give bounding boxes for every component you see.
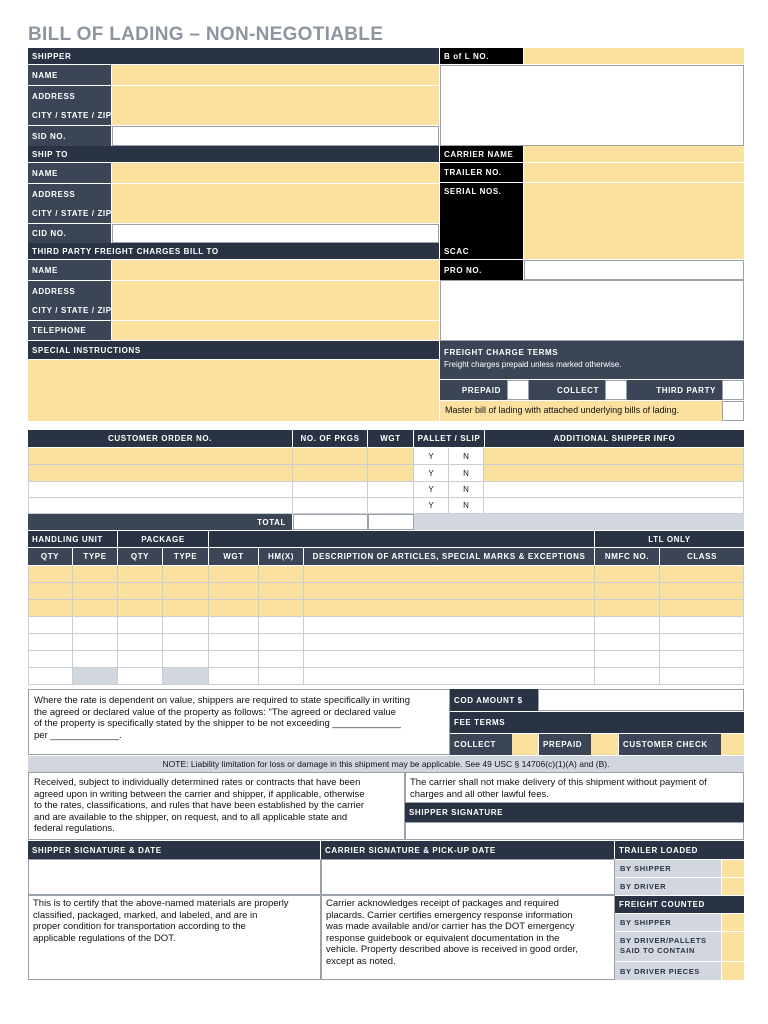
order-col-customer-order: CUSTOMER ORDER NO. xyxy=(28,430,292,447)
package-header: PACKAGE xyxy=(118,531,208,547)
order-total-label: TOTAL xyxy=(28,514,292,530)
certify-line-3: proper condition for transportation according to the xyxy=(33,921,246,932)
carrier-cell[interactable] xyxy=(304,668,595,685)
cod-prepaid-label: PREPAID xyxy=(539,734,591,755)
order-cell[interactable] xyxy=(484,448,744,465)
freight-prepaid-label: PREPAID xyxy=(440,380,507,400)
carrier-cell[interactable] xyxy=(163,668,209,685)
carrier-cell[interactable] xyxy=(259,600,304,617)
third-party-name-label: NAME xyxy=(28,260,111,280)
special-instructions-field[interactable] xyxy=(28,360,439,421)
ship-to-address-field[interactable] xyxy=(112,184,439,223)
carrier-cell[interactable] xyxy=(73,566,118,583)
carrier-cell[interactable] xyxy=(660,566,744,583)
carrier-col-class: CLASS xyxy=(660,548,744,565)
third-party-telephone-field[interactable] xyxy=(112,321,439,340)
trailer-loaded-header: TRAILER LOADED xyxy=(615,841,744,859)
order-total-pkgs[interactable] xyxy=(293,514,368,530)
carrier-col-hm: HM(X) xyxy=(259,548,303,565)
third-party-telephone-label: TELEPHONE xyxy=(28,321,111,340)
carrier-sig-date-field[interactable] xyxy=(321,859,615,895)
counted-by-driver-pieces-checkbox[interactable] xyxy=(722,962,744,980)
freight-counted-header: FREIGHT COUNTED xyxy=(615,896,744,913)
cod-customer-check-checkbox[interactable] xyxy=(721,734,744,755)
carrier-cell[interactable] xyxy=(304,600,595,617)
order-cell[interactable] xyxy=(368,465,414,482)
scac-field[interactable] xyxy=(524,243,744,259)
received-line-3: to the rates, classifications, and rules that have been established by the carrier xyxy=(34,800,365,811)
shipper-address-label: ADDRESS xyxy=(28,86,111,106)
order-cell[interactable] xyxy=(484,465,744,482)
carrier-cell[interactable] xyxy=(259,566,304,583)
order-col-pallet: PALLET / SLIP xyxy=(414,430,484,447)
ship-to-cid-field[interactable] xyxy=(112,224,439,243)
carrier-cell[interactable] xyxy=(209,651,259,668)
pallet-yes[interactable]: Y xyxy=(414,448,449,465)
pallet-no[interactable]: N xyxy=(449,482,484,498)
cod-customer-check-label: CUSTOMER CHECK xyxy=(619,734,721,755)
carrier-sig-date-label: CARRIER SIGNATURE & PICK-UP DATE xyxy=(321,841,614,859)
certify-line-1: This is to certify that the above-named materials are properly xyxy=(33,898,289,909)
order-col-pkgs: NO. OF PKGS xyxy=(293,430,367,447)
order-cell[interactable] xyxy=(368,482,414,498)
ship-to-city-label: CITY / STATE / ZIP xyxy=(28,204,111,223)
third-party-address-label: ADDRESS xyxy=(28,281,111,301)
carrier-cell[interactable] xyxy=(28,600,73,617)
bol-no-field[interactable] xyxy=(524,48,744,64)
order-col-wgt: WGT xyxy=(368,430,413,447)
order-cell[interactable] xyxy=(293,498,368,514)
ack-line-3: was made available and/or carrier has the DOT emergency xyxy=(326,921,575,932)
order-total-wgt[interactable] xyxy=(368,514,414,530)
carrier-cell[interactable] xyxy=(73,617,118,634)
shipper-sig-date-label: SHIPPER SIGNATURE & DATE xyxy=(28,841,320,859)
ship-to-address-label: ADDRESS xyxy=(28,184,111,204)
carrier-cell[interactable] xyxy=(118,651,163,668)
received-text xyxy=(34,777,404,835)
shipper-signature-field[interactable] xyxy=(405,822,744,840)
received-line-1: Received, subject to individually determined rates or contracts that have been xyxy=(34,777,361,788)
carrier-cell[interactable] xyxy=(163,634,209,651)
handling-unit-header: HANDLING UNIT xyxy=(28,531,117,547)
carrier-cell[interactable] xyxy=(595,651,660,668)
cod-prepaid-checkbox[interactable] xyxy=(591,734,618,755)
ltl-only-header: LTL ONLY xyxy=(595,531,744,547)
order-cell[interactable] xyxy=(28,465,293,482)
certify-line-4: applicable regulations of the DOT. xyxy=(33,932,176,944)
received-line-4: and are available to the shipper, on request, and to all applicable state and xyxy=(34,811,348,823)
carrier-cell[interactable] xyxy=(595,583,660,600)
carrier-name-label: CARRIER NAME xyxy=(440,146,523,162)
by-driver-pallets-line-2: SAID TO CONTAIN xyxy=(620,946,695,955)
order-cell[interactable] xyxy=(293,482,368,498)
carrier-cell[interactable] xyxy=(660,583,744,600)
carrier-cell[interactable] xyxy=(209,668,259,685)
pro-barcode-area xyxy=(440,280,744,341)
carrier-cell[interactable] xyxy=(73,600,118,617)
carrier-cell[interactable] xyxy=(595,634,660,651)
freight-terms-note: Freight charges prepaid unless marked otherwise. xyxy=(444,360,622,369)
carrier-delivery-text xyxy=(410,777,744,800)
shipper-sid-label: SID NO. xyxy=(28,126,111,146)
pro-no-field[interactable] xyxy=(524,260,744,280)
special-instructions-header: SPECIAL INSTRUCTIONS xyxy=(28,341,439,359)
ship-to-cid-label: CID NO. xyxy=(28,224,111,243)
received-line-2: agreed upon in writing between the carrier and shipper, if applicable, otherwise xyxy=(34,788,365,800)
trailer-no-label: TRAILER NO. xyxy=(440,163,523,182)
ack-line-5: vehicle. Property described above is received in good order, xyxy=(326,944,578,955)
carrier-cell[interactable] xyxy=(660,617,744,634)
shipper-name-label: NAME xyxy=(28,65,111,85)
rate-text-line-1: Where the rate is dependent on value, shippers are required to state specifically in writing xyxy=(34,695,410,706)
certify-line-2: classified, packaged, marked, and labeled, and are in xyxy=(33,909,258,921)
carrier-cell[interactable] xyxy=(209,634,259,651)
carrier-cell[interactable] xyxy=(209,583,259,600)
freight-collect-label: COLLECT xyxy=(529,380,605,400)
master-bol-checkbox[interactable] xyxy=(722,401,744,421)
carrier-cell[interactable] xyxy=(163,566,209,583)
third-party-name-field[interactable] xyxy=(112,260,439,280)
ship-to-name-field[interactable] xyxy=(112,163,439,183)
scac-label: SCAC xyxy=(440,243,523,259)
carrier-cell[interactable] xyxy=(304,651,595,668)
carrier-cell[interactable] xyxy=(209,600,259,617)
rate-text-line-3: of the property is specifically stated by the shipper to be not exceeding _____________ xyxy=(34,718,402,729)
freight-third-party-checkbox[interactable] xyxy=(722,380,744,400)
carrier-cell[interactable] xyxy=(259,651,304,668)
order-cell[interactable] xyxy=(368,448,414,465)
carrier-col-wgt: WGT xyxy=(209,548,258,565)
carrier-cell[interactable] xyxy=(595,566,660,583)
ack-line-4: response guidebook or equivalent documentation in the xyxy=(326,932,560,944)
order-cell[interactable] xyxy=(484,498,744,514)
carrier-cell[interactable] xyxy=(595,617,660,634)
shipper-name-field[interactable] xyxy=(112,65,439,85)
page-title: BILL OF LADING – NON-NEGOTIABLE xyxy=(28,24,384,45)
carrier-col-description: DESCRIPTION OF ARTICLES, SPECIAL MARKS & EXCEPTIONS xyxy=(304,548,594,565)
carrier-cell[interactable] xyxy=(304,566,595,583)
liability-note: NOTE: Liability limitation for loss or damage in this shipment may be applicable. See 49 USC § 14706(c)(1)(A) and (B). xyxy=(28,756,744,772)
carrier-cell[interactable] xyxy=(118,566,163,583)
carrier-cell[interactable] xyxy=(28,651,73,668)
cod-collect-checkbox[interactable] xyxy=(512,734,538,755)
counted-by-driver-pieces-label: BY DRIVER PIECES xyxy=(615,962,721,980)
acknowledge-text xyxy=(326,898,614,967)
carrier-cell[interactable] xyxy=(73,583,118,600)
fee-terms-label: FEE TERMS xyxy=(450,712,744,733)
serial-nos-label: SERIAL NOS. xyxy=(440,183,523,243)
ship-to-header: SHIP TO xyxy=(28,146,439,162)
carrier-cell[interactable] xyxy=(28,668,73,685)
carrier-col-qty-2: QTY xyxy=(118,548,162,565)
carrier-cell[interactable] xyxy=(304,617,595,634)
trailer-by-driver-label: BY DRIVER xyxy=(615,878,721,895)
counted-by-shipper-label: BY SHIPPER xyxy=(615,914,721,931)
by-driver-pallets-line-1: BY DRIVER/PALLETS xyxy=(620,936,707,945)
carrier-cell[interactable] xyxy=(595,600,660,617)
shipper-header: SHIPPER xyxy=(28,48,439,64)
counted-by-driver-pallets-label xyxy=(615,932,721,961)
pallet-no[interactable]: N xyxy=(449,448,484,465)
trailer-by-driver-checkbox[interactable] xyxy=(722,878,744,895)
order-cell[interactable] xyxy=(368,498,414,514)
carrier-cell[interactable] xyxy=(304,583,595,600)
carrier-cell[interactable] xyxy=(259,617,304,634)
carrier-cell[interactable] xyxy=(118,617,163,634)
freight-collect-checkbox[interactable] xyxy=(605,380,627,400)
carrier-cell[interactable] xyxy=(163,600,209,617)
carrier-cell[interactable] xyxy=(304,634,595,651)
third-party-header: THIRD PARTY FREIGHT CHARGES BILL TO xyxy=(28,243,439,259)
rate-text xyxy=(34,695,448,741)
carrier-cell[interactable] xyxy=(118,634,163,651)
trailer-by-shipper-label: BY SHIPPER xyxy=(615,860,721,877)
carrier-cell[interactable] xyxy=(28,566,73,583)
third-party-address-field[interactable] xyxy=(112,281,439,320)
counted-by-shipper-checkbox[interactable] xyxy=(722,914,744,931)
trailer-no-field[interactable] xyxy=(524,163,744,182)
pallet-yes[interactable]: Y xyxy=(414,498,449,514)
shipper-sid-field[interactable] xyxy=(112,126,439,146)
carrier-cell[interactable] xyxy=(259,634,304,651)
carrier-cell[interactable] xyxy=(660,651,744,668)
carrier-header-filler xyxy=(209,531,594,547)
rate-text-line-4: per _____________. xyxy=(34,729,122,741)
pallet-yes[interactable]: Y xyxy=(414,482,449,498)
pallet-yes[interactable]: Y xyxy=(414,465,449,482)
barcode-area xyxy=(440,65,744,146)
carrier-cell[interactable] xyxy=(209,566,259,583)
carrier-cell[interactable] xyxy=(118,668,163,685)
carrier-delivery-line-2: charges and all other lawful fees. xyxy=(410,788,549,800)
order-cell[interactable] xyxy=(28,498,293,514)
carrier-col-qty-1: QTY xyxy=(28,548,72,565)
third-party-city-label: CITY / STATE / ZIP xyxy=(28,301,111,320)
carrier-cell[interactable] xyxy=(73,651,118,668)
bol-no-label: B of L NO. xyxy=(440,48,523,64)
order-total-filler xyxy=(414,514,744,530)
carrier-cell[interactable] xyxy=(660,634,744,651)
freight-prepaid-checkbox[interactable] xyxy=(507,380,529,400)
shipper-sig-date-field[interactable] xyxy=(28,859,321,895)
carrier-name-field[interactable] xyxy=(524,146,744,162)
carrier-cell[interactable] xyxy=(73,668,118,685)
trailer-by-shipper-checkbox[interactable] xyxy=(722,860,744,877)
carrier-cell[interactable] xyxy=(118,583,163,600)
carrier-cell[interactable] xyxy=(209,617,259,634)
shipper-city-label: CITY / STATE / ZIP xyxy=(28,106,111,125)
pallet-no[interactable]: N xyxy=(449,498,484,514)
freight-terms-label: FREIGHT CHARGE TERMS xyxy=(444,347,559,357)
order-cell[interactable] xyxy=(28,482,293,498)
order-cell[interactable] xyxy=(293,448,368,465)
carrier-cell[interactable] xyxy=(163,617,209,634)
shipper-signature-label: SHIPPER SIGNATURE xyxy=(405,803,744,822)
carrier-cell[interactable] xyxy=(259,668,304,685)
order-cell[interactable] xyxy=(293,465,368,482)
carrier-cell[interactable] xyxy=(163,651,209,668)
cod-amount-field[interactable] xyxy=(538,689,744,711)
serial-nos-field[interactable] xyxy=(524,183,744,243)
pro-no-label: PRO NO. xyxy=(440,260,523,280)
carrier-cell[interactable] xyxy=(660,668,744,685)
carrier-cell[interactable] xyxy=(28,634,73,651)
counted-by-driver-pallets-checkbox[interactable] xyxy=(722,932,744,961)
carrier-cell[interactable] xyxy=(73,634,118,651)
ack-line-2: placards. Carrier certifies emergency response information xyxy=(326,909,573,921)
rate-text-line-2: the agreed or declared value of the property as follows: "The agreed or declared value xyxy=(34,706,396,718)
order-cell[interactable] xyxy=(484,482,744,498)
ack-line-1: Carrier acknowledges receipt of packages and required xyxy=(326,898,559,909)
pallet-no[interactable]: N xyxy=(449,465,484,482)
carrier-col-type-1: TYPE xyxy=(73,548,117,565)
order-col-additional: ADDITIONAL SHIPPER INFO xyxy=(485,430,744,447)
carrier-delivery-line-1: The carrier shall not make delivery of this shipment without payment of xyxy=(410,777,707,788)
cod-amount-label: COD AMOUNT $ xyxy=(450,689,538,711)
carrier-cell[interactable] xyxy=(259,583,304,600)
carrier-cell[interactable] xyxy=(660,600,744,617)
ack-line-6: except as noted. xyxy=(326,955,396,967)
freight-third-party-label: THIRD PARTY xyxy=(627,380,722,400)
shipper-address-field[interactable] xyxy=(112,86,439,125)
carrier-cell[interactable] xyxy=(118,600,163,617)
freight-terms-box xyxy=(440,341,744,379)
carrier-col-type-2: TYPE xyxy=(163,548,208,565)
master-bol-label: Master bill of lading with attached underlying bills of lading. xyxy=(440,401,722,421)
received-line-5: federal regulations. xyxy=(34,823,115,834)
carrier-cell[interactable] xyxy=(28,617,73,634)
carrier-cell[interactable] xyxy=(595,668,660,685)
carrier-cell[interactable] xyxy=(28,583,73,600)
carrier-cell[interactable] xyxy=(163,583,209,600)
ship-to-name-label: NAME xyxy=(28,163,111,183)
cod-collect-label: COLLECT xyxy=(450,734,512,755)
order-cell[interactable] xyxy=(28,448,293,465)
carrier-col-nmfc: NMFC NO. xyxy=(595,548,659,565)
certify-text xyxy=(33,898,319,944)
